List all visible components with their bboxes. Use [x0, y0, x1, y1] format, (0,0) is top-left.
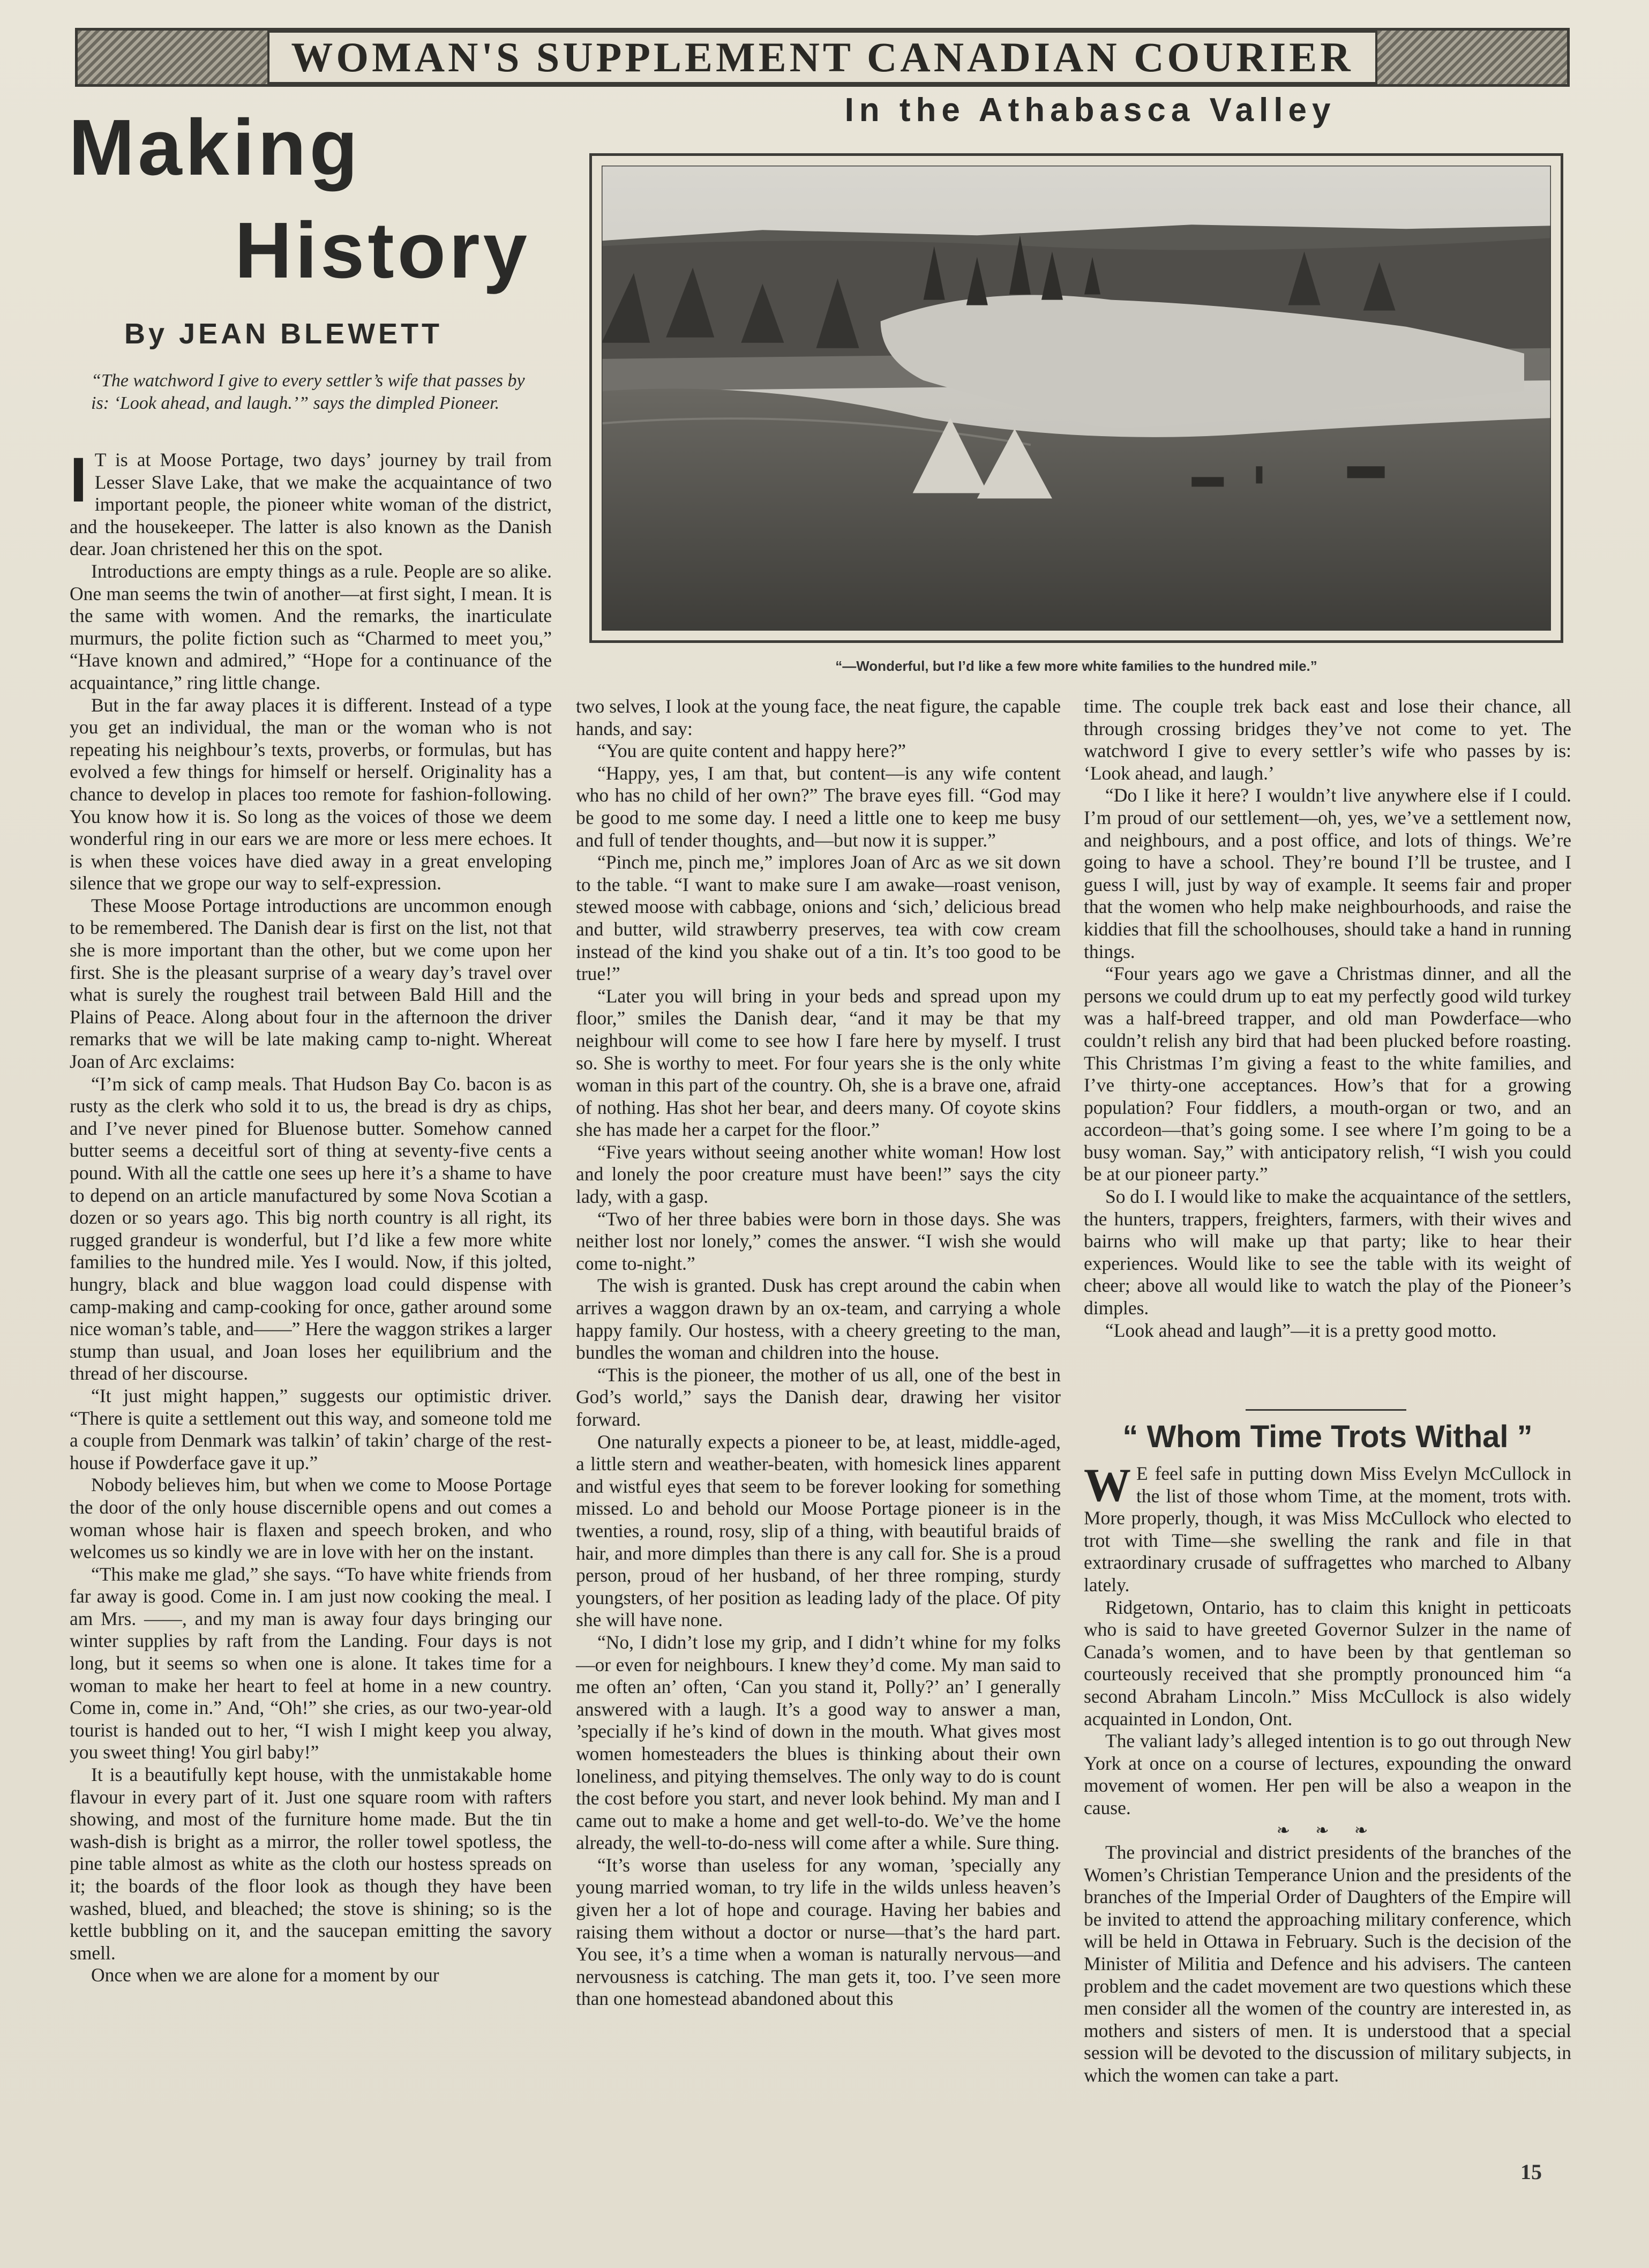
paragraph: “It’s worse than useless for any woman, ’specially any young married woman, to try life in the wilds unless heaven’s given her a lot of hope and courage. Having her babies and raising them without a doctor or nurse—that’s the hard part. You see, it’s a time when a woman is naturally nervous—and nervousness is catching. The man gets it, too. I’ve seen more than one homestead abandoned about this	[576, 1854, 1061, 2010]
dropcap: W	[1084, 1459, 1131, 1511]
article-column-2	[576, 695, 1061, 2010]
byline: By JEAN BLEWETT	[124, 318, 443, 350]
paragraph: Nobody believes him, but when we come to Moose Portage the door of the only house discernible opens and out comes a woman whose hair is flaxen and speech broken, and who welcomes us so kindly we are in love with her on the instant.	[70, 1474, 552, 1563]
epigraph: “The watchword I give to every settler’s wife that passes by is: ‘Look ahead, and laugh.’” says the dimpled Pioneer.	[91, 371, 525, 413]
whom-time-trots-column	[1084, 1459, 1571, 2087]
paragraph: W E feel safe in putting down Miss Evelyn McCullock in the list of those whom Time, at the moment, trots with. More properly, though, it was Miss McCullock who elected to trot with Time—she swelling the rank and file in that extraordinary crusade of suffragettes who marched to Albany lately.	[1084, 1459, 1571, 1596]
ornament-divider: ❧ ❧ ❧	[1276, 1821, 1379, 1839]
paragraph: So do I. I would like to make the acquaintance of the settlers, the hunters, trappers, freighters, farmers, with their wives and bairns who will make up that party; like to hear their experiences. Would like to see the table with its weight of cheer; above all would like to watch the play of the Pioneer’s dimples.	[1084, 1186, 1571, 1319]
paragraph: “Happy, yes, I am that, but content—is any wife content who has no child of her own?” The brave eyes fill. “God may be good to me some day. I need a little one to keep me busy and full of tender thoughts, and—but now it is supper.”	[576, 762, 1061, 851]
paragraph: “No, I didn’t lose my grip, and I didn’t whine for my folks—or even for neighbours. I knew they’d come. My man said to me often an’ often, ‘Can you stand it, Polly?’ an’ I generally answered with a laugh. It’s a good way to answer a man, ’specially if he’s kind of down in the mouth. What gives most women homesteaders the blues is thinking about their own loneliness, and pitying themselves. The only way to do is count the cost before you start, and never look behind. My man and I came out to make a home and get well-to-do. We’ve the home already, the well-to-do-ness will come after a while. Sure thing.	[576, 1631, 1061, 1854]
article-column-3	[1084, 695, 1571, 1342]
paragraph: “Five years without seeing another white woman! How lost and lonely the poor creature must have been!” says the city lady, with a gasp.	[576, 1141, 1061, 1208]
paragraph: “Later you will bring in your beds and spread upon my floor,” smiles the Danish dear, “and it may be that my neighbour will come to see how I fare here by myself. I trust so. She is worthy to meet. For four years she is the only white woman in this part of the country. Oh, she is a brave one, afraid of nothing. Has shot her bear, and deers many. Of coyote skins she has made her a carpet for the floor.”	[576, 985, 1061, 1141]
article-title-line2: History	[235, 206, 530, 295]
page-number: 15	[1520, 2160, 1542, 2184]
paragraph: Introductions are empty things as a rule. People are so alike. One man seems the twin of another—at first sight, I mean. It is the same with women. And the remarks, the inarticulate murmurs, the polite fiction such as “Charmed to meet you,” “Have known and admired,” “Hope for a continuance of the acquaintance,” ring little change.	[70, 560, 552, 693]
paragraph: The wish is granted. Dusk has crept around the cabin when arrives a waggon drawn by an ox-team, and carrying a whole happy family. Our hostess, with a cheery greeting to the man, bundles the woman and children into the house.	[576, 1275, 1061, 1364]
paragraph: Once when we are alone for a moment by our	[91, 1964, 439, 1986]
photo-frame	[589, 153, 1563, 643]
valley-photo	[602, 166, 1551, 631]
article-column-1	[70, 445, 552, 1987]
section-divider	[1246, 1409, 1406, 1411]
paragraph: “Look ahead and laugh”—it is a pretty good motto.	[1105, 1319, 1497, 1341]
paragraph: These Moose Portage introductions are uncommon enough to be remembered. The Danish dear is first on the list, not that she is more important than the other, but we come upon her first. She is the pleasant surprise of a weary day’s travel over what is surely the roughest trail between Bald Hill and the Plains of Peace. Along about four in the afternoon the driver remarks that we will be late making camp to-night. Whereat Joan of Arc exclaims:	[70, 894, 552, 1073]
paragraph: “This make me glad,” she says. “To have white friends from far away is good. Come in. I am just now cooking the meal. I am Mrs. ——, and my man is away four days bringing our winter supplies by raft from the Landing. Four days is not long, but it seems so when one is alone. It takes time for a woman to make her heart to feel at home in a new country. Come in, come in.” And, “Oh!” she cries, as our two-year-old tourist is handed out to her, “I wish I might keep you alway, you sweet thing! You girl baby!”	[70, 1563, 552, 1763]
paragraph: time. The couple trek back east and lose their chance, all through crossing bridges they’ve not come to yet. The watchword I give to every settler’s wife who passes by is: ‘Look ahead, and laugh.’	[1084, 695, 1571, 784]
paragraph: “Two of her three babies were born in those days. She was neither lost nor lonely,” comes the answer. “I wish she would come to-night.”	[576, 1208, 1061, 1274]
section-heading: “ Whom Time Trots Withal ”	[1122, 1419, 1533, 1454]
article-title-line1: Making	[69, 103, 361, 192]
paragraph: One naturally expects a pioneer to be, at least, middle-aged, a little stern and weather-beaten, with homesick lines apparent and wistful eyes that seem to be forever looking for something missed. Lo and behold our Moose Portage pioneer is in the twenties, a round, rosy, slip of a thing, with beautiful braids of hair, and more dimples than there is any call for. She is a proud person, proud of her husband, of her three romping, sturdy youngsters, of her position as leading lady of the place. Of pity she will have none.	[576, 1431, 1061, 1631]
photo-caption: “—Wonderful, but I’d like a few more white families to the hundred mile.”	[835, 658, 1317, 674]
paragraph: But in the far away places it is different. Instead of a type you get an individual, the man or the woman who is not repeating his neighbour’s texts, proverbs, or formulas, but has evolved a few things for himself or herself. Originality has a chance to develop in places too remote for fashion-following. You know how it is. So long as the voices of those we deem wonderful ring in our ears we are more or less mere echoes. It is when these voices have died away in a great enveloping silence that we grope our way to self-expression.	[70, 694, 552, 894]
paragraph: It is a beautifully kept house, with the unmistakable home flavour in every part of it. Just one square room with rafters showing, and most of the furniture home made. But the tin wash-dish is bright as a mirror, the roller towel spotless, the pine table almost as white as the cloth our hostess spreads on it; the boards of the floor look as though they have been washed, blued, and bleached; the stove is shining; so is the kettle bubbling on it, and the saucepan emitting the savory smell.	[70, 1764, 552, 1964]
masthead-banner	[75, 28, 1570, 87]
dropcap: I	[70, 445, 87, 515]
paragraph: “Do I like it here? I wouldn’t live anywhere else if I could. I’m proud of our settlement—oh, yes, we’ve a settlement now, and neighbours, and a post office, and lots of things. We’re going to have a school. They’re bound I’ll be trustee, and I guess I will, just by way of example. It seems fair and proper that the women who help make neighbourhoods, and raise the kiddies that fill the schoolhouses, should take a hand in running things.	[1084, 784, 1571, 962]
paragraph: “It just might happen,” suggests our optimistic driver. “There is quite a settlement out this way, and someone told me a couple from Denmark was talkin’ of takin’ charge of the rest-house if Powderface gave it up.”	[70, 1384, 552, 1473]
masthead-title: WOMAN'S SUPPLEMENT CANADIAN COURIER	[267, 31, 1377, 84]
paragraph: “You are quite content and happy here?”	[597, 740, 906, 762]
photo-kicker: In the Athabasca Valley	[844, 92, 1336, 129]
paragraph: Ridgetown, Ontario, has to claim this knight in petticoats who is said to have greeted Governor Sulzer in the name of Canada’s women, and to have been by that gentleman so courteously received that she promptly pronounced him “a second Abraham Lincoln.” Miss McCullock is also widely acquainted in London, Ont.	[1084, 1596, 1571, 1730]
paragraph: “This is the pioneer, the mother of us all, one of the best in God’s world,” says the Danish dear, drawing her visitor forward.	[576, 1364, 1061, 1430]
paragraph: The provincial and district presidents of the branches of the Women’s Christian Temperance Union and the presidents of the branches of the Imperial Order of Daughters of the Empire will be invited to attend the approaching military conference, which will be held in Ottawa in February. Such is the decision of the Minister of Militia and Defence and his advisers. The canteen problem and the cadet movement are two questions which these men consider all the women of the country are interested in, as mothers and sisters of men. It is understood that a special session will be devoted to the discussion of military subjects, in which the women can take a part.	[1084, 1842, 1571, 2086]
paragraph: “I’m sick of camp meals. That Hudson Bay Co. bacon is as rusty as the clerk who sold it to us, the bread is dry as chips, and I’ve never pined for Bluenose butter. Somehow canned butter seems a deceitful sort of thing at seventy-five cents a pound. With all the cattle one sees up here it’s a shame to have to depend on an article manufactured by some Nova Scotian a dozen or so years ago. This big north country is all right, its rugged grandeur is wonderful, but I’d like a few more white families to the hundred mile. Yes I would. Now, if this jolted, hungry, black and blue waggon load could dispense with camp-making and camp-cooking for once, gather around some nice woman’s table, and——” Here the waggon strikes a larger stump than usual, and Joan loses her equilibrium and the thread of her discourse.	[70, 1073, 552, 1384]
paragraph: The valiant lady’s alleged intention is to go out through New York at once on a course of lectures, expounding the onward movement of women. Her pen will be also a weapon in the cause.	[1084, 1730, 1571, 1818]
paragraph: I T is at Moose Portage, two days’ journey by trail from Lesser Slave Lake, that we make the acquaintance of two important people, the pioneer white woman of the district, and the housekeeper. The latter is also known as the Danish dear. Joan christened her this on the spot.	[70, 445, 552, 560]
paragraph: two selves, I look at the young face, the neat figure, the capable hands, and say:	[576, 695, 1061, 739]
paragraph: “Pinch me, pinch me,” implores Joan of Arc as we sit down to the table. “I want to make sure I am awake—roast venison, stewed moose with cabbage, onions and ‘sich,’ delicious bread and butter, wild strawberry preserves, tea with cow cream instead of the kind you shake out of a tin. It’s too good to be true!”	[576, 851, 1061, 985]
paragraph: “Four years ago we gave a Christmas dinner, and all the persons we could drum up to eat my perfectly good wild turkey was a half-breed trapper, and old man Powderface—who couldn’t relish any bird that had been plucked before roasting. This Christmas I’m giving a feast to the white families, and I’ve thirty-one acceptances. How’s that for a growing population? Four fiddlers, a mouth-organ or two, and an accordeon—that’s going some. I see where I’m going to be a busy woman. Say,” with anticipatory relish, “I wish you could be at our pioneer party.”	[1084, 963, 1571, 1185]
